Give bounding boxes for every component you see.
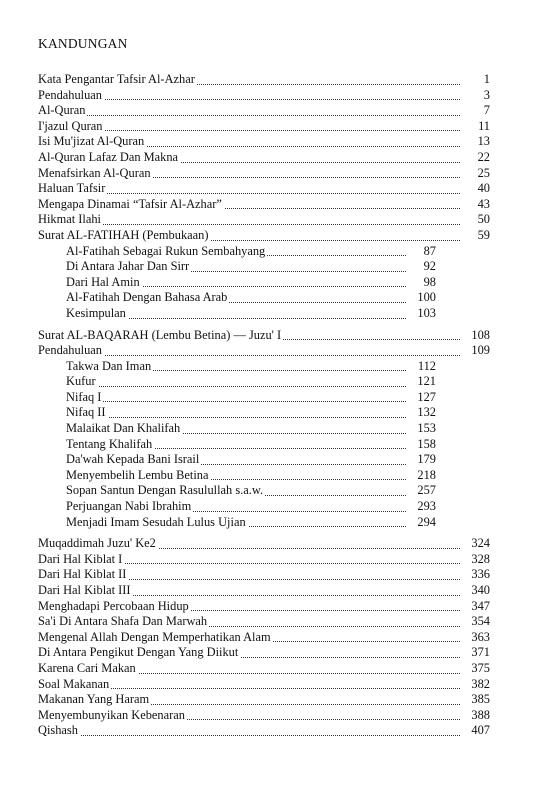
leader-dots [66,417,406,418]
toc-entry-title: Mengenal Allah Dengan Memperhatikan Alam [38,629,271,644]
toc-entry-title: Al-Quran Lafaz Dan Makna [38,149,179,164]
toc-entry-page: 158 [414,437,436,453]
toc-entry-title: Sopan Santun Dengan Rasulullah s.a.w. [66,483,264,498]
toc-subentry [66,374,436,390]
toc-entry-page: 340 [468,583,490,599]
toc-entry-page: 121 [414,374,436,390]
toc-entry-page: 407 [468,723,490,739]
toc-entry-page: 218 [414,468,436,484]
leader-dots [38,735,460,736]
toc-entry-title: Makanan Yang Haram [38,692,150,707]
toc-entry-title: Dari Hal Kiblat III [38,583,131,597]
toc-entry-title: Pendahuluan [38,87,103,102]
toc-entry [38,536,490,552]
toc-entry-page: 375 [468,661,490,677]
toc-entry-title: Dari Hal Kiblat II [38,567,127,582]
toc-subentry [66,275,436,291]
toc-subentry [66,259,436,275]
toc-entry [38,614,490,630]
toc-entry-title: Di Antara Jahar Dan Sirr [66,259,190,274]
toc-entry-title: Isi Mu'jizat Al-Quran [38,134,145,149]
toc-entry-title: Kufur [66,374,96,389]
toc-entry [38,212,490,228]
toc-entry-page: 11 [475,119,490,135]
toc-subentry [66,290,436,306]
toc-entry-page: 293 [414,499,436,515]
leader-dots [66,401,406,402]
toc-entry-title: Nifaq I [66,389,102,404]
toc-entry [38,134,490,150]
toc-entry [38,119,490,135]
toc-subentry [66,515,436,531]
toc-entry [38,630,490,646]
toc-entry-title: Menafsirkan Al-Quran [38,165,151,180]
toc-entry-title: Da'wah Kepada Bani Israil [66,452,200,467]
toc-subentry [66,390,436,406]
toc-entry-page: 294 [414,515,436,531]
leader-dots [38,115,460,116]
toc-entry-title: Surat AL-FATIHAH (Pembukaan) [38,227,209,242]
toc-entry [38,328,490,344]
toc-entry [38,228,490,244]
toc-entry [38,692,490,708]
toc-entry-page: 109 [468,343,490,359]
toc-subentry [66,499,436,515]
toc-entry [38,197,490,213]
toc-entry-title: Qishash [38,723,78,738]
toc-entry-title: Mengapa Dinamai “Tafsir Al-Azhar” [38,196,222,211]
toc-entry-page: 100 [414,290,436,306]
toc-entry-page: 87 [421,244,436,260]
toc-entry-title: Soal Makanan [38,676,110,691]
toc-entry-page: 3 [481,88,490,104]
toc-entry-title: Al-Quran [38,103,86,118]
toc-entry-page: 328 [468,552,490,568]
toc-subentry [66,359,436,375]
toc-entry-page: 25 [475,166,490,182]
toc-entry-title: Kata Pengantar Tafsir Al-Azhar [38,72,195,86]
toc-entry-page: 153 [414,421,436,437]
toc-entry-title: Al-Fatihah Dengan Bahasa Arab [66,290,228,305]
toc-entry-title: I'jazul Quran [38,118,103,133]
toc-entry-page: 179 [414,452,436,468]
toc-entry-title: Dari Hal Kiblat I [38,551,123,566]
toc-entry-page: 22 [475,150,490,166]
toc-entry-title: Kesimpulan [66,305,126,320]
toc-entry [38,723,490,739]
toc-entry-page: 59 [475,228,490,244]
toc-entry-title: Takwa Dan Iman [66,358,152,373]
toc-entry-page: 112 [415,359,436,375]
toc-entry-title: Malaikat Dan Khalifah [66,421,181,436]
toc-entry-title: Al-Fatihah Sebagai Rukun Sembahyang [66,243,266,258]
page-title: KANDUNGAN [38,36,128,51]
toc-entry-title: Dari Hal Amin [66,274,140,289]
toc-entry-title: Haluan Tafsir [38,181,106,196]
toc-entry-title: Menghadapi Percobaan Hidup [38,598,189,613]
toc-entry-title: Sa'i Di Antara Shafa Dan Marwah [38,614,208,629]
toc-entry-title: Di Antara Pengikut Dengan Yang Diikut [38,645,239,660]
toc-entry [38,661,490,677]
table-of-contents [38,72,490,739]
toc-entry-title: Menjadi Imam Sesudah Lulus Ujian [66,514,246,529]
toc-subentry [66,244,436,260]
toc-entry [38,677,490,693]
toc-entry-page: 98 [421,275,436,291]
leader-dots [66,386,406,387]
toc-entry [38,599,490,615]
toc-entry-page: 363 [468,630,490,646]
toc-entry-title: Surat AL-BAQARAH (Lembu Betina) — Juzu' I [38,327,282,342]
toc-entry [38,708,490,724]
toc-entry-page: 354 [468,614,490,630]
toc-subentry [66,468,436,484]
toc-entry-page: 40 [475,181,490,197]
toc-entry [38,166,490,182]
toc-entry [38,88,490,104]
toc-entry [38,552,490,568]
toc-subentry [66,437,436,453]
toc-entry [38,72,490,88]
toc-entry-page: 92 [421,259,436,275]
toc-entry [38,567,490,583]
toc-entry-title: Karena Cari Makan [38,660,136,675]
toc-entry [38,103,490,119]
toc-entry-title: Tentang Khalifah [66,436,153,451]
toc-entry [38,181,490,197]
toc-subentry [66,421,436,437]
toc-subentry [66,452,436,468]
toc-entry-page: 336 [468,567,490,583]
toc-entry-title: Menyembunyikan Kebenaran [38,707,185,722]
toc-entry [38,583,490,599]
toc-entry-page: 13 [475,134,490,150]
toc-entry [38,645,490,661]
toc-entry-page: 43 [475,197,490,213]
toc-entry-title: Muqaddimah Juzu' Ke2 [38,536,156,551]
toc-entry-title: Perjuangan Nabi Ibrahim [66,499,192,514]
toc-entry [38,150,490,166]
toc-subentry [66,483,436,499]
toc-entry-page: 50 [475,212,490,228]
toc-entry-page: 1 [481,72,490,88]
toc-entry-page: 257 [414,483,436,499]
toc-subentry [66,405,436,421]
toc-entry-page: 127 [414,390,436,406]
toc-entry-title: Nifaq II [66,405,106,420]
toc-subentry [66,306,436,322]
toc-entry-title: Menyembelih Lembu Betina [66,467,209,482]
toc-entry-title: Pendahuluan [38,343,103,358]
toc-entry-page: 382 [468,677,490,693]
toc-entry-page: 7 [481,103,490,119]
toc-entry [38,343,490,359]
toc-entry-page: 388 [468,708,490,724]
toc-entry-page: 385 [468,692,490,708]
toc-entry-page: 371 [468,645,490,661]
toc-entry-title: Hikmat Ilahi [38,212,101,227]
toc-entry-page: 132 [414,405,436,421]
toc-entry-page: 324 [468,536,490,552]
toc-entry-page: 347 [468,599,490,615]
toc-entry-page: 108 [468,328,490,344]
toc-entry-page: 103 [414,306,436,322]
